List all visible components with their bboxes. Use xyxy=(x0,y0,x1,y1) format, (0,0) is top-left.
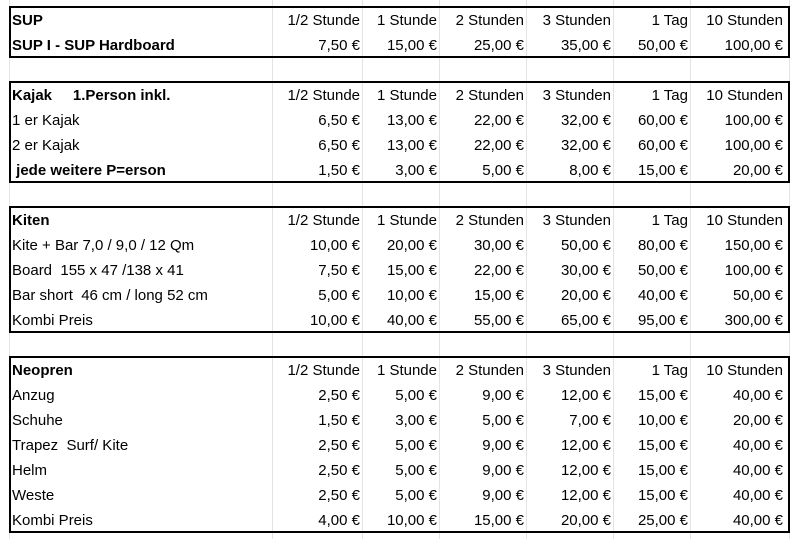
table-row xyxy=(0,233,793,258)
price-cell: 35,00 € xyxy=(560,37,611,54)
header-half-hour: 1/2 Stunde xyxy=(287,362,360,379)
row-label: 2 er Kajak xyxy=(12,137,80,154)
price-cell: 10,00 € xyxy=(309,237,360,254)
price-cell: 12,00 € xyxy=(560,387,611,404)
price-cell: 5,00 € xyxy=(482,162,524,179)
section-title: SUP xyxy=(12,12,43,29)
price-cell: 95,00 € xyxy=(637,312,688,329)
price-cell: 12,00 € xyxy=(560,487,611,504)
header-1-day: 1 Tag xyxy=(651,362,688,379)
price-cell: 15,00 € xyxy=(637,462,688,479)
price-cell: 100,00 € xyxy=(724,112,783,129)
price-cell: 40,00 € xyxy=(386,312,437,329)
section-header-row xyxy=(0,83,793,108)
section-title: Kajak 1.Person inkl. xyxy=(12,87,171,104)
price-cell: 20,00 € xyxy=(732,412,783,429)
price-cell: 22,00 € xyxy=(473,137,524,154)
table-row xyxy=(0,508,793,533)
header-2-hours: 2 Stunden xyxy=(455,87,524,104)
header-10-hours: 10 Stunden xyxy=(706,12,783,29)
row-label: Schuhe xyxy=(12,412,63,429)
price-cell: 7,50 € xyxy=(318,37,360,54)
row-label: Anzug xyxy=(12,387,55,404)
table-row xyxy=(0,408,793,433)
price-cell: 2,50 € xyxy=(318,387,360,404)
table-row xyxy=(0,133,793,158)
price-cell: 20,00 € xyxy=(386,237,437,254)
price-cell: 55,00 € xyxy=(473,312,524,329)
price-cell: 6,50 € xyxy=(318,137,360,154)
price-cell: 2,50 € xyxy=(318,437,360,454)
table-row xyxy=(0,283,793,308)
price-cell: 20,00 € xyxy=(560,512,611,529)
row-label: Kombi Preis xyxy=(12,312,93,329)
price-cell: 15,00 € xyxy=(473,287,524,304)
price-cell: 9,00 € xyxy=(482,487,524,504)
price-cell: 300,00 € xyxy=(724,312,783,329)
table-row xyxy=(0,458,793,483)
section-header-row xyxy=(0,358,793,383)
section-title: Neopren xyxy=(12,362,73,379)
price-cell: 40,00 € xyxy=(637,287,688,304)
price-cell: 65,00 € xyxy=(560,312,611,329)
price-cell: 12,00 € xyxy=(560,462,611,479)
header-1-day: 1 Tag xyxy=(651,87,688,104)
price-cell: 10,00 € xyxy=(386,512,437,529)
table-row xyxy=(0,33,793,58)
row-label: Helm xyxy=(12,462,48,479)
table-row xyxy=(0,383,793,408)
price-cell: 20,00 € xyxy=(732,162,783,179)
price-cell: 32,00 € xyxy=(560,137,611,154)
row-label: Kite + Bar 7,0 / 9,0 / 12 Qm xyxy=(12,237,195,254)
price-cell: 22,00 € xyxy=(473,262,524,279)
price-cell: 10,00 € xyxy=(309,312,360,329)
price-cell: 50,00 € xyxy=(732,287,783,304)
price-cell: 100,00 € xyxy=(724,37,783,54)
section-header-row xyxy=(0,8,793,33)
header-half-hour: 1/2 Stunde xyxy=(287,212,360,229)
price-cell: 22,00 € xyxy=(473,112,524,129)
price-cell: 3,00 € xyxy=(395,412,437,429)
price-cell: 150,00 € xyxy=(724,237,783,254)
price-cell: 7,00 € xyxy=(569,412,611,429)
header-1-hour: 1 Stunde xyxy=(376,212,437,229)
table-row xyxy=(0,308,793,333)
price-cell: 100,00 € xyxy=(724,262,783,279)
price-cell: 25,00 € xyxy=(637,512,688,529)
header-2-hours: 2 Stunden xyxy=(455,12,524,29)
row-label: Kombi Preis xyxy=(12,512,93,529)
price-cell: 15,00 € xyxy=(386,37,437,54)
header-half-hour: 1/2 Stunde xyxy=(287,12,360,29)
row-label: Trapez Surf/ Kite xyxy=(12,437,129,454)
header-1-hour: 1 Stunde xyxy=(376,12,437,29)
row-label: 1 er Kajak xyxy=(12,112,80,129)
price-cell: 3,00 € xyxy=(395,162,437,179)
table-row xyxy=(0,258,793,283)
price-cell: 60,00 € xyxy=(637,137,688,154)
price-cell: 100,00 € xyxy=(724,137,783,154)
price-cell: 1,50 € xyxy=(318,412,360,429)
row-label: Bar short 46 cm / long 52 cm xyxy=(12,287,208,304)
price-cell: 15,00 € xyxy=(386,262,437,279)
price-cell: 4,00 € xyxy=(318,512,360,529)
price-cell: 20,00 € xyxy=(560,287,611,304)
header-1-hour: 1 Stunde xyxy=(376,362,437,379)
price-cell: 50,00 € xyxy=(560,237,611,254)
table-row xyxy=(0,483,793,508)
price-cell: 2,50 € xyxy=(318,487,360,504)
price-cell: 50,00 € xyxy=(637,262,688,279)
price-cell: 12,00 € xyxy=(560,437,611,454)
price-cell: 25,00 € xyxy=(473,37,524,54)
row-label: jede weitere P=erson xyxy=(12,162,166,179)
header-3-hours: 3 Stunden xyxy=(542,362,611,379)
price-cell: 1,50 € xyxy=(318,162,360,179)
price-cell: 15,00 € xyxy=(637,437,688,454)
header-1-day: 1 Tag xyxy=(651,212,688,229)
price-cell: 7,50 € xyxy=(318,262,360,279)
row-label: SUP I - SUP Hardboard xyxy=(12,37,175,54)
price-cell: 32,00 € xyxy=(560,112,611,129)
price-cell: 5,00 € xyxy=(482,412,524,429)
price-cell: 5,00 € xyxy=(395,437,437,454)
header-1-hour: 1 Stunde xyxy=(376,87,437,104)
price-cell: 9,00 € xyxy=(482,437,524,454)
price-cell: 15,00 € xyxy=(473,512,524,529)
section-title: Kiten xyxy=(12,212,50,229)
price-cell: 40,00 € xyxy=(732,487,783,504)
price-cell: 15,00 € xyxy=(637,162,688,179)
header-10-hours: 10 Stunden xyxy=(706,87,783,104)
header-3-hours: 3 Stunden xyxy=(542,87,611,104)
header-2-hours: 2 Stunden xyxy=(455,362,524,379)
price-cell: 5,00 € xyxy=(395,387,437,404)
header-10-hours: 10 Stunden xyxy=(706,212,783,229)
section-header-row xyxy=(0,208,793,233)
price-cell: 5,00 € xyxy=(395,487,437,504)
table-row xyxy=(0,158,793,183)
price-cell: 2,50 € xyxy=(318,462,360,479)
header-3-hours: 3 Stunden xyxy=(542,12,611,29)
header-3-hours: 3 Stunden xyxy=(542,212,611,229)
header-1-day: 1 Tag xyxy=(651,12,688,29)
price-cell: 13,00 € xyxy=(386,112,437,129)
price-cell: 15,00 € xyxy=(637,487,688,504)
price-cell: 40,00 € xyxy=(732,462,783,479)
price-cell: 30,00 € xyxy=(473,237,524,254)
price-cell: 40,00 € xyxy=(732,512,783,529)
price-cell: 8,00 € xyxy=(569,162,611,179)
price-cell: 80,00 € xyxy=(637,237,688,254)
price-cell: 10,00 € xyxy=(386,287,437,304)
price-cell: 50,00 € xyxy=(637,37,688,54)
header-half-hour: 1/2 Stunde xyxy=(287,87,360,104)
price-cell: 10,00 € xyxy=(637,412,688,429)
price-cell: 60,00 € xyxy=(637,112,688,129)
price-cell: 40,00 € xyxy=(732,387,783,404)
price-cell: 5,00 € xyxy=(318,287,360,304)
price-cell: 9,00 € xyxy=(482,462,524,479)
price-cell: 13,00 € xyxy=(386,137,437,154)
header-10-hours: 10 Stunden xyxy=(706,362,783,379)
table-row xyxy=(0,108,793,133)
price-cell: 30,00 € xyxy=(560,262,611,279)
price-cell: 6,50 € xyxy=(318,112,360,129)
price-cell: 40,00 € xyxy=(732,437,783,454)
price-cell: 5,00 € xyxy=(395,462,437,479)
price-cell: 15,00 € xyxy=(637,387,688,404)
row-label: Weste xyxy=(12,487,55,504)
table-row xyxy=(0,433,793,458)
row-label: Board 155 x 47 /138 x 41 xyxy=(12,262,184,279)
header-2-hours: 2 Stunden xyxy=(455,212,524,229)
price-cell: 9,00 € xyxy=(482,387,524,404)
